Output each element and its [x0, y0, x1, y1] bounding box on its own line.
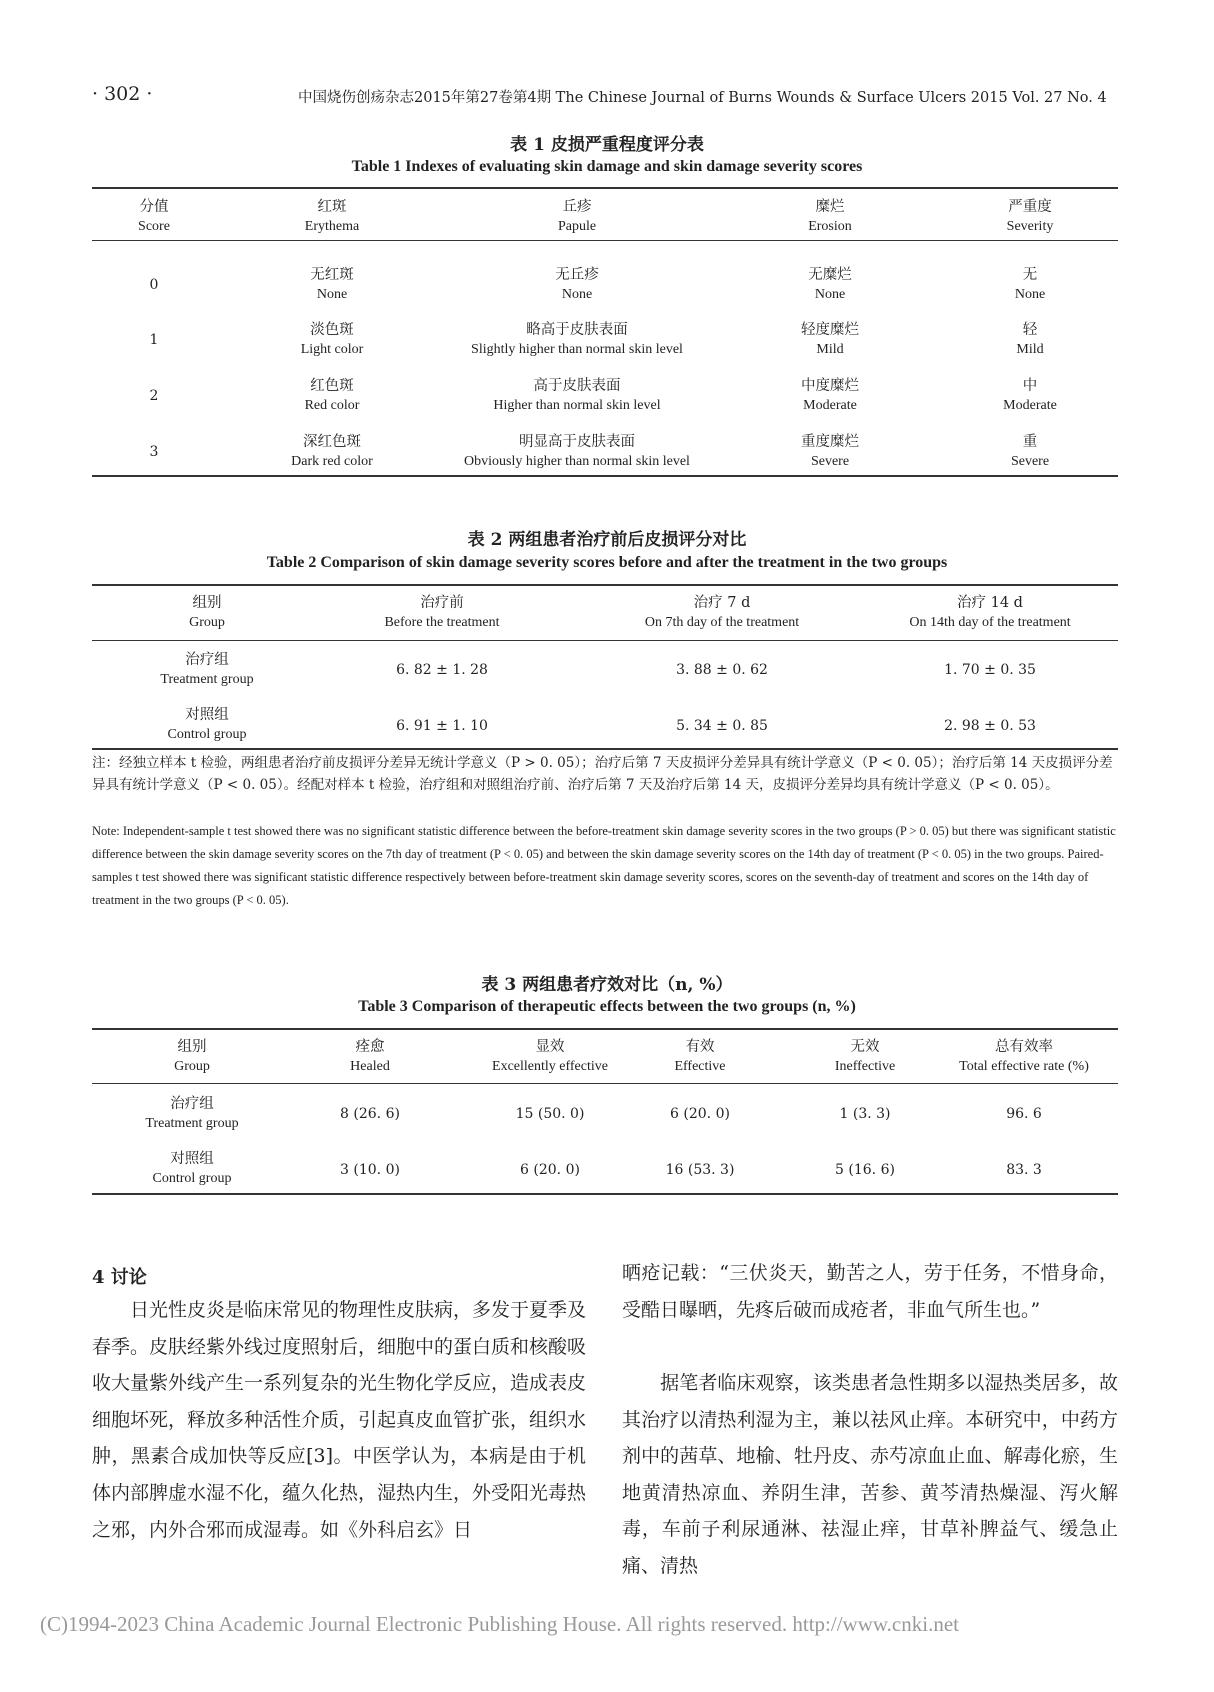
table1-cell: 无红斑 None [310, 267, 354, 302]
table1-cell: 无 None [1014, 267, 1046, 302]
table1-cell: 1 [149, 332, 159, 348]
table1-header-score: 分值 Score [138, 199, 170, 234]
table3-cell: 15 (50. 0) [515, 1106, 585, 1122]
table3-cell: 16 (53. 3) [665, 1162, 735, 1178]
table1-cell: 略高于皮肤表面 Slightly higher than normal skin level [471, 322, 683, 357]
table2-cell: 3. 88 ± 0. 62 [676, 662, 768, 678]
table1-header-severity: 严重度 Severity [1006, 199, 1054, 234]
table2-bottom-rule [92, 748, 1118, 750]
table2-note-zh: 注：经独立样本 t 检验，两组患者治疗前皮损评分差异无统计学意义（P > 0. 05）；治疗后第 7 天皮损评分差异具有统计学意义（P < 0. 05）；治疗后第 14 天皮损评分差异具有统计学意义（P < 0. 05）。经配对样本 t 检验，治疗组和对照组治疗前、治疗后第 7 天及治疗后第 14 天，皮损评分差异均具有统计学意义（P < 0. 05）。 [92, 755, 1113, 793]
table2-caption-en: Table 2 Comparison of skin damage severity scores before and after the treatment in the two groups [266, 554, 948, 571]
table3-caption-en: Table 3 Comparison of therapeutic effects between the two groups (n, %) [358, 998, 856, 1015]
table2-top-rule [92, 584, 1118, 586]
table3-cell: 5 (16. 6) [835, 1162, 895, 1178]
body-paragraph-right-2: 据笔者临床观察，该类患者急性期多以湿热类居多，故其治疗以清热利湿为主，兼以祛风止痒。本研究中，中药方剂中的茜草、地榆、牡丹皮、赤芍凉血止血、解毒化瘀，生地黄清热凉血、养阴生津，苦参、黄芩清热燥湿、泻火解毒，车前子利尿通淋、祛湿止痒，甘草补脾益气、缓急止痛、清热 [622, 1372, 1118, 1577]
table1-header-erosion: 糜烂 Erosion [808, 199, 852, 234]
body-paragraph-right-1: 晒疮记载：“三伏炎天，勤苦之人，劳于任务，不惜身命，受酷日曝晒，先疼后破而成疮者，非血气所生也。” [622, 1262, 1118, 1321]
table3-header-group: 组别 Group [174, 1039, 210, 1074]
table1-cell: 轻度糜烂 Mild [801, 322, 859, 357]
table1-cell: 高于皮肤表面 Higher than normal skin level [493, 378, 661, 413]
table3-cell: 1 (3. 3) [839, 1106, 891, 1122]
table3-cell: 3 (10. 0) [340, 1162, 400, 1178]
table3-header-rule [92, 1083, 1118, 1084]
table2-header-group: 组别 Group [189, 595, 225, 630]
table3-header-excellent: 显效 Excellently effective [492, 1039, 608, 1074]
table1-cell: 轻 Mild [1016, 322, 1044, 357]
table3-header-total: 总有效率 Total effective rate (%) [959, 1039, 1089, 1074]
table1-cell: 重 Severe [1010, 434, 1050, 469]
table3-cell: 6 (20. 0) [520, 1162, 580, 1178]
table3-top-rule [92, 1028, 1118, 1030]
table3-cell: 对照组 Control group [152, 1151, 232, 1186]
table1-top-rule [92, 187, 1118, 189]
table1-caption-zh: 表 1 皮损严重程度评分表 [510, 135, 704, 155]
copyright-footer: (C)1994-2023 China Academic Journal Electronic Publishing House. All rights reserved. http://www.cnki.net [40, 1612, 959, 1636]
table1-cell: 0 [149, 277, 159, 293]
table2-cell: 2. 98 ± 0. 53 [944, 718, 1036, 734]
table2-cell: 6. 82 ± 1. 28 [396, 662, 488, 678]
table1-cell: 无丘疹 None [555, 267, 599, 302]
table1-cell: 深红色斑 Dark red color [291, 434, 373, 469]
table1-header-erythema: 红斑 Erythema [304, 199, 360, 234]
table2-header-before: 治疗前 Before the treatment [384, 595, 500, 630]
table3-cell: 96. 6 [1006, 1106, 1042, 1122]
section-heading: 4 讨论 [92, 1267, 147, 1288]
table3-cell: 治疗组 Treatment group [145, 1096, 239, 1131]
table2-cell: 5. 34 ± 0. 85 [676, 718, 768, 734]
page-number: · 302 · [92, 83, 153, 105]
running-header: 中国烧伤创疡杂志2015年第27卷第4期 The Chinese Journal of Burns Wounds & Surface Ulcers 2015 Vol. 27 No. 4 [298, 90, 1107, 106]
table1-bottom-rule [92, 475, 1118, 477]
table2-note-en: Note: Independent-sample t test showed there was no significant statistic difference between the before-treatment skin damage severity scores in the two groups (P > 0. 05) but there was significant statistic difference between the skin damage severity scores on the 7th day of treatment (P < 0. 05) and between the skin damage severity scores on the 14th day of treatment (P < 0. 05) in the two groups. Paired-samples t test showed there was significant statistic difference respectively between before-treatment skin damage severity scores, scores on the seventh-day of treatment and scores on the 14th day of treatment in the two groups (P < 0. 05). [92, 824, 1116, 907]
table1-cell: 中 Moderate [1003, 378, 1057, 413]
table2-header-day14: 治疗 14 d On 14th day of the treatment [909, 595, 1071, 630]
table2-cell: 对照组 Control group [167, 707, 247, 742]
table1-header-rule [92, 240, 1118, 241]
table1-cell: 红色斑 Red color [304, 378, 360, 413]
table3-header-healed: 痊愈 Healed [350, 1039, 390, 1074]
table1-cell: 明显高于皮肤表面 Obviously higher than normal skin level [464, 434, 690, 469]
table1-header-papule: 丘疹 Papule [557, 199, 597, 234]
table2-header-rule [92, 640, 1118, 641]
table2-caption-zh: 表 2 两组患者治疗前后皮损评分对比 [467, 530, 747, 550]
table2-cell: 6. 91 ± 1. 10 [396, 718, 488, 734]
table1-caption-en: Table 1 Indexes of evaluating skin damage and skin damage severity scores [351, 158, 863, 175]
table3-cell: 6 (20. 0) [670, 1106, 730, 1122]
table3-header-ineffective: 无效 Ineffective [834, 1039, 896, 1074]
table1-cell: 3 [149, 444, 159, 460]
table1-cell: 重度糜烂 Severe [801, 434, 859, 469]
body-paragraph-left: 日光性皮炎是临床常见的物理性皮肤病，多发于夏季及春季。皮肤经紫外线过度照射后，细胞中的蛋白质和核酸吸收大量紫外线产生一系列复杂的光生物化学反应，造成表皮细胞坏死，释放多种活性介质，引起真皮血管扩张，组织水肿，黑素合成加快等反应[3]。中医学认为，本病是由于机体内部脾虚水湿不化，蕴久化热，湿热内生，外受阳光毒热之邪，内外合邪而成湿毒。如《外科启玄》日 [92, 1299, 587, 1541]
table1-cell: 淡色斑 Light color [300, 322, 364, 357]
table3-caption-zh: 表 3 两组患者疗效对比（n, %） [481, 975, 733, 995]
table1-cell: 2 [149, 388, 159, 404]
table3-cell: 83. 3 [1006, 1162, 1042, 1178]
table1-cell: 中度糜烂 Moderate [801, 378, 859, 413]
table3-bottom-rule [92, 1193, 1118, 1195]
table1-cell: 无糜烂 None [808, 267, 852, 302]
table2-cell: 治疗组 Treatment group [160, 652, 254, 687]
table2-cell: 1. 70 ± 0. 35 [944, 662, 1036, 678]
table3-cell: 8 (26. 6) [340, 1106, 400, 1122]
table3-header-effective: 有效 Effective [674, 1039, 726, 1074]
table2-header-day7: 治疗 7 d On 7th day of the treatment [644, 595, 800, 630]
